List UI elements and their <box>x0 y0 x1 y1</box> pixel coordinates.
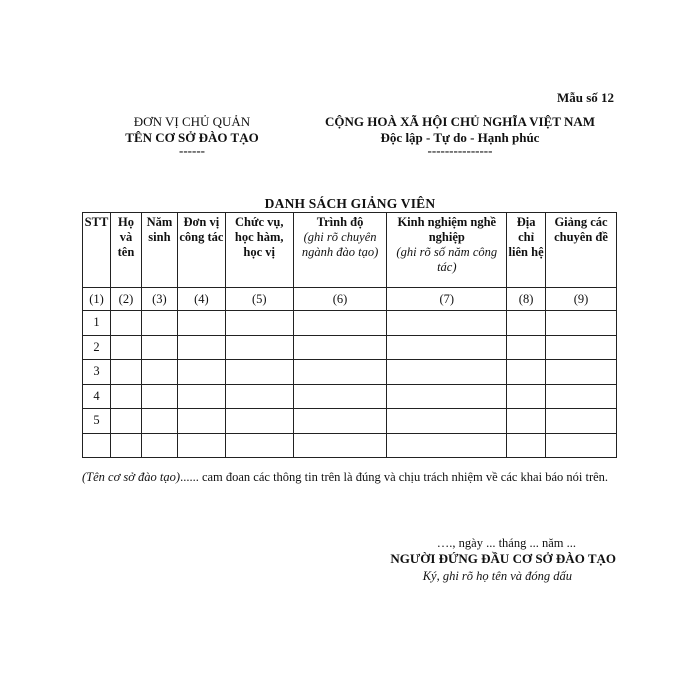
national-motto: Độc lập - Tự do - Hạnh phúc <box>380 130 540 145</box>
right-divider: --------------- <box>427 143 493 158</box>
row-number: 2 <box>83 335 111 360</box>
form-number: Mẫu số 12 <box>556 90 614 105</box>
row-number: 3 <box>83 360 111 385</box>
training-institution-name: TÊN CƠ SỞ ĐÀO TẠO <box>125 130 259 145</box>
column-number: (5) <box>225 288 293 311</box>
table-row <box>83 409 617 434</box>
table-row <box>83 335 617 360</box>
lecturer-table <box>82 212 617 458</box>
row-number <box>83 433 111 458</box>
column-number-row <box>83 288 617 311</box>
date-line: …., ngày ... tháng ... năm ... <box>436 536 576 550</box>
national-title: CỘNG HOÀ XÃ HỘI CHỦ NGHĨA VIỆT NAM <box>324 114 596 129</box>
column-number: (2) <box>110 288 141 311</box>
header-qualification: Trình độ (ghi rõ chuyên ngành đào tạo) <box>293 213 387 288</box>
column-number: (9) <box>546 288 617 311</box>
column-number: (1) <box>83 288 111 311</box>
column-number: (4) <box>177 288 225 311</box>
header-stt: STT <box>83 213 111 288</box>
column-number: (8) <box>507 288 546 311</box>
row-number: 4 <box>83 384 111 409</box>
table-row <box>83 384 617 409</box>
signature-instruction: Ký, ghi rõ họ tên và đóng dấu <box>422 569 572 583</box>
header-full-name: Họ và tên <box>110 213 141 288</box>
table-row <box>83 433 617 458</box>
header-topics: Giảng các chuyên đề <box>546 213 617 288</box>
table-row <box>83 311 617 336</box>
table-row <box>83 360 617 385</box>
commitment-text: ...... cam đoan các thông tin trên là đúng và chịu trách nhiệm về các khai báo nói trên. <box>180 470 609 484</box>
column-number: (7) <box>387 288 507 311</box>
column-number: (3) <box>141 288 177 311</box>
row-number: 1 <box>83 311 111 336</box>
left-divider: ------ <box>179 143 205 158</box>
national-header <box>300 114 620 156</box>
header-birth-year: Năm sinh <box>141 213 177 288</box>
header-work-unit: Đơn vị công tác <box>177 213 225 288</box>
column-number: (6) <box>293 288 387 311</box>
commitment-note <box>82 468 617 487</box>
header-experience: Kinh nghiệm nghề nghiệp (ghi rõ số năm công tác) <box>387 213 507 288</box>
header-row <box>83 213 617 288</box>
header-address: Địa chỉ liên hệ <box>507 213 546 288</box>
document-title: DANH SÁCH GIẢNG VIÊN <box>264 196 436 211</box>
header-position-title: Chức vụ, học hàm, học vị <box>225 213 293 288</box>
row-number: 5 <box>83 409 111 434</box>
institution-placeholder: (Tên cơ sở đào tạo) <box>82 470 181 484</box>
governing-unit: ĐƠN VỊ CHỦ QUẢN <box>133 114 251 129</box>
issuing-unit-header <box>112 114 272 156</box>
signer-title: NGƯỜI ĐỨNG ĐẦU CƠ SỞ ĐÀO TẠO <box>390 551 616 566</box>
